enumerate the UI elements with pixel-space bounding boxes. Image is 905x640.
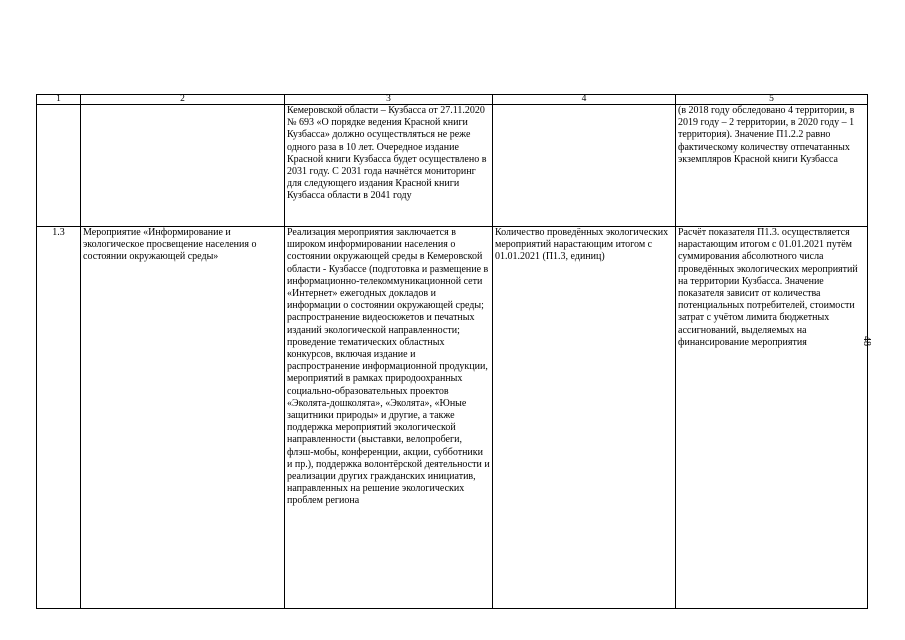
table-row	[37, 105, 868, 227]
measure-description-cell: Реализация мероприятия заключается в широком информировании населения о состоянии окружающей среды в Кемеровской области - Кузбассе (подготовка и размещение в информационно-телекоммуникационной сети «Интернет» ежегодных докладов и информации о состоянии окружающей среды; распространение видеосюжетов и печатных изданий экологической направленности; проведение тематических областных конкурсов, включая издание и распространение информационной продукции, мероприятий в рамках природоохранных социально-образовательных проектов «Эколята-дошколята», «Эколята», «Юные защитники природы» и другие, а также поддержка мероприятий экологической направленности (выставки, велопробеги, флэш-мобы, конференции, акции, субботники и пр.), поддержка волонтёрской деятельности и реализации других гражданских инициатив, направленных на решение экологических проблем региона	[285, 227, 493, 609]
column-header-4: 4	[493, 95, 676, 105]
row-number-cell	[37, 105, 81, 227]
row-number-cell: 1.3	[37, 227, 81, 609]
indicator-method-cell: Расчёт показателя П1.3. осуществляется нарастающим итогом с 01.01.2021 путём суммирования абсолютного числа проведённых экологических мероприятий на территории Кузбасса. Значение показателя зависит от количества потенциальных потребителей, стоимости затрат с учётом лимита бюджетных ассигнований, выделяемых на финансирование мероприятия	[676, 227, 868, 609]
table-row	[37, 227, 868, 609]
column-header-3: 3	[285, 95, 493, 105]
indicator-name-cell: Количество проведённых экологических мероприятий нарастающим итогом с 01.01.2021 (П1.3, единиц)	[493, 227, 676, 609]
column-header-1: 1	[37, 95, 81, 105]
column-number-row	[37, 95, 868, 105]
measure-name-cell: Мероприятие «Информирование и экологическое просвещение населения о состоянии окружающей среды»	[81, 227, 285, 609]
measure-description-cell: Кемеровской области – Кузбасса от 27.11.2020 № 693 «О порядке ведения Красной книги Кузбасса» должно осуществляться не реже одного раза в 10 лет. Очередное издание Красной книги Кузбасса будет осуществлено в 2031 году. С 2031 года начнётся мониторинг для следующего издания Красной книги Кузбасса области в 2041 году	[285, 105, 493, 227]
column-header-5: 5	[676, 95, 868, 105]
measure-name-cell	[81, 105, 285, 227]
indicator-method-cell: (в 2018 году обследовано 4 территории, в 2019 году – 2 территории, в 2020 году – 1 территория). Значение П1.2.2 равно фактическому количеству отпечатанных экземпляров Красной книги Кузбасса	[676, 105, 868, 227]
indicator-name-cell	[493, 105, 676, 227]
program-table	[36, 94, 868, 609]
column-header-2: 2	[81, 95, 285, 105]
page-number: 48	[861, 336, 872, 346]
